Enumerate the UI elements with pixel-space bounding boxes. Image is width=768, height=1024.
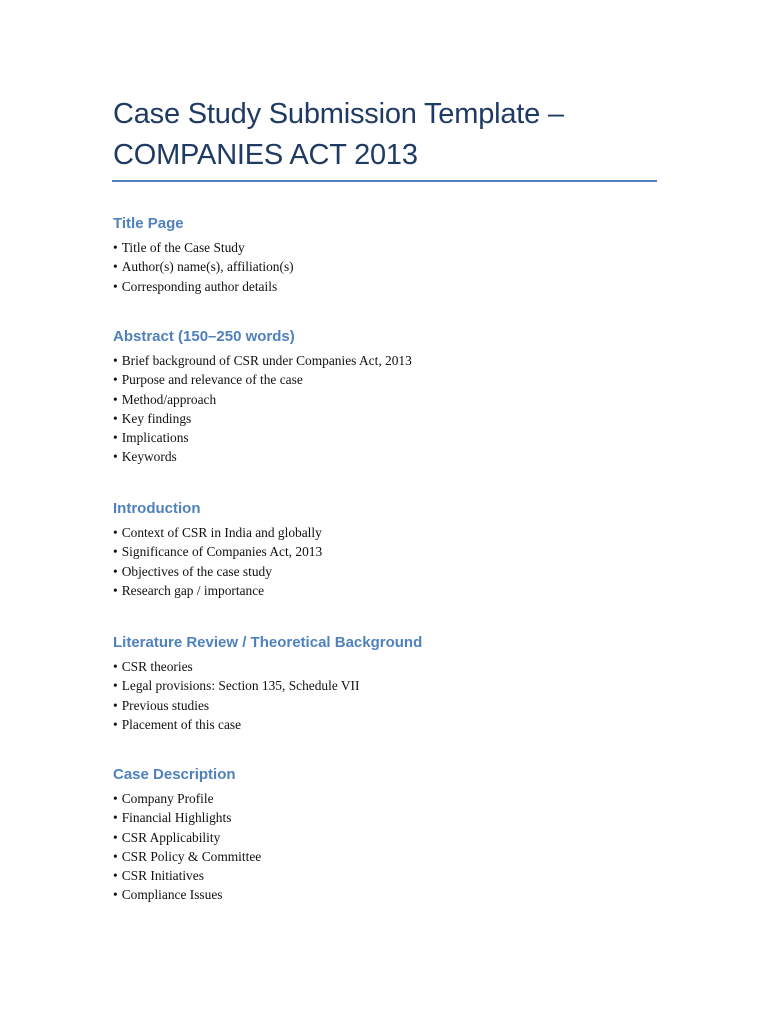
section-literature-review — [113, 633, 673, 734]
bullet-icon: • — [113, 410, 118, 426]
list-item: • Corresponding author details — [113, 278, 278, 294]
list-item: • Legal provisions: Section 135, Schedule VII — [113, 678, 360, 694]
list-item: • Compliance Issues — [113, 887, 223, 903]
list-item: • Financial Highlights — [113, 810, 232, 826]
document-title — [113, 94, 673, 176]
bullet-icon: • — [113, 582, 118, 598]
bullet-list — [113, 657, 673, 734]
list-item: • Company Profile — [113, 791, 214, 806]
list-item: • Implications — [113, 430, 189, 446]
section-abstract — [113, 327, 673, 467]
list-item: • Method/approach — [113, 391, 217, 407]
list-item: • Brief background of CSR under Companies Act, 2013 — [113, 353, 412, 368]
bullet-list — [113, 789, 673, 905]
bullet-icon: • — [113, 525, 118, 540]
list-item: • Significance of Companies Act, 2013 — [113, 544, 323, 560]
section-heading: Introduction — [113, 500, 201, 517]
section-title-page — [113, 214, 673, 296]
document-title-line-2: COMPANIES ACT 2013 — [113, 139, 418, 171]
bullet-icon: • — [113, 829, 118, 845]
bullet-icon: • — [113, 848, 118, 864]
bullet-icon: • — [113, 449, 118, 465]
list-item: • Keywords — [113, 449, 177, 465]
document-title-line-1: Case Study Submission Template – — [113, 98, 564, 130]
bullet-icon: • — [113, 887, 118, 903]
bullet-icon: • — [113, 810, 118, 826]
section-introduction — [113, 499, 673, 600]
list-item: • Placement of this case — [113, 716, 242, 732]
list-item: • Previous studies — [113, 697, 210, 713]
bullet-icon: • — [113, 353, 118, 368]
section-heading: Title Page — [113, 215, 184, 232]
list-item: • Objectives of the case study — [113, 563, 272, 579]
bullet-icon: • — [113, 391, 118, 407]
bullet-icon: • — [113, 544, 118, 560]
bullet-icon: • — [113, 659, 118, 674]
bullet-icon: • — [113, 716, 118, 732]
bullet-icon: • — [113, 278, 118, 294]
title-underline-rule — [112, 180, 657, 182]
bullet-icon: • — [113, 678, 118, 694]
list-item: • CSR Policy & Committee — [113, 848, 262, 864]
section-case-description — [113, 765, 673, 905]
bullet-icon: • — [113, 868, 118, 884]
list-item: • Title of the Case Study — [113, 240, 245, 255]
list-item: • Key findings — [113, 410, 192, 426]
bullet-icon: • — [113, 697, 118, 713]
bullet-icon: • — [113, 259, 118, 275]
bullet-icon: • — [113, 430, 118, 446]
bullet-icon: • — [113, 240, 118, 255]
list-item: • CSR Applicability — [113, 829, 221, 845]
section-heading: Case Description — [113, 766, 236, 783]
section-heading: Literature Review / Theoretical Background — [113, 634, 423, 651]
list-item: • Purpose and relevance of the case — [113, 372, 303, 388]
bullet-list — [113, 351, 673, 467]
list-item: • Context of CSR in India and globally — [113, 525, 322, 540]
list-item: • Author(s) name(s), affiliation(s) — [113, 259, 294, 275]
bullet-list — [113, 523, 673, 600]
list-item: • Research gap / importance — [113, 582, 265, 598]
list-item: • CSR theories — [113, 659, 193, 674]
bullet-list — [113, 238, 673, 296]
list-item: • CSR Initiatives — [113, 868, 204, 884]
bullet-icon: • — [113, 791, 118, 806]
bullet-icon: • — [113, 372, 118, 388]
section-heading: Abstract (150–250 words) — [113, 328, 295, 345]
bullet-icon: • — [113, 563, 118, 579]
